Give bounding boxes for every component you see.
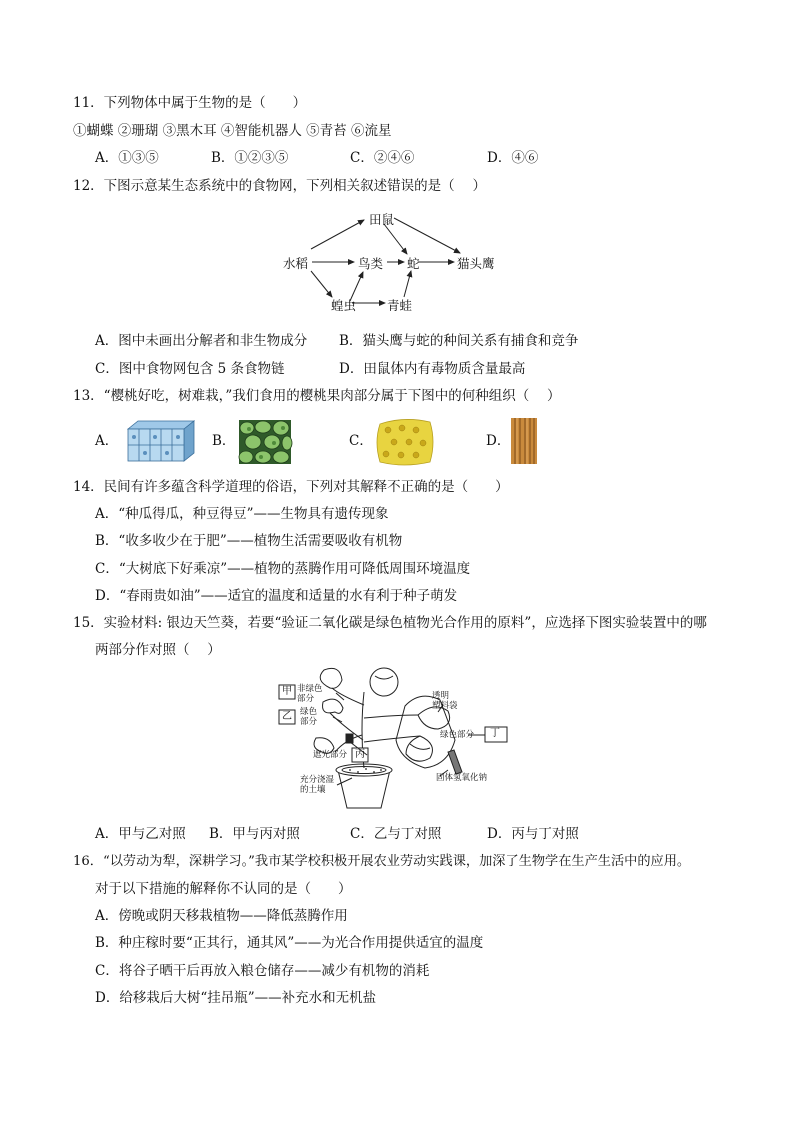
q16-option-c: C．将谷子晒干后再放入粮仓储存——减少有机物的消耗 — [95, 963, 430, 979]
q16-option-a: A．傍晚或阴天移栽植物——降低蒸腾作用 — [95, 908, 348, 924]
q15-stem-line1: 15．实验材料: 银边天竺葵，若要“验证二氧化碳是绿色植物光合作用的原料”，应选择下图实验装置中的哪 — [73, 615, 707, 631]
node-qingwa: 青蛙 — [387, 298, 413, 313]
q15-option-b: B．甲与丙对照 — [209, 826, 300, 842]
q14-option-a: A．“种瓜得瓜，种豆得豆”——生物具有遗传现象 — [95, 506, 389, 522]
q11-stem: 11．下列物体中属于生物的是（ ） — [73, 95, 307, 111]
q12-option-d: D．田鼠体内有毒物质含量最高 — [339, 361, 526, 377]
q12-stem: 12．下图示意某生态系统中的食物网，下列相关叙述错误的是（ ） — [73, 178, 486, 194]
label-bag: 透明 塑料袋 — [432, 691, 458, 711]
label-ding: 丁 — [490, 728, 500, 739]
q12-option-c: C．图中食物网包含 5 条食物链 — [95, 361, 285, 377]
label-bing: 丙 — [355, 749, 365, 760]
node-niaolei: 鸟类 — [358, 256, 384, 271]
q13-option-d: D． — [486, 433, 511, 449]
q14-option-b: B．“收多收少在于肥”——植物生活需要吸收有机物 — [95, 533, 403, 549]
q15-option-a: A．甲与乙对照 — [95, 826, 186, 842]
q16-stem-line2: 对于以下措施的解释你不认同的是（ ） — [95, 881, 352, 897]
label-nongreen: 非绿色 部分 — [297, 684, 323, 704]
q11-option-c: C．②④⑥ — [350, 150, 415, 166]
q14-option-d: D．“春雨贵如油”——适宜的温度和适量的水有利于种子萌发 — [95, 588, 458, 604]
node-she: 蛇 — [407, 256, 420, 271]
q14-option-c: C．“大树底下好乘凉”——植物的蒸腾作用可降低周围环境温度 — [95, 561, 471, 577]
q13-option-c: C． — [349, 433, 373, 449]
q15-options — [95, 825, 615, 843]
q15-stem-line2: 两部分作对照（ ） — [95, 642, 221, 658]
label-yi: 乙 — [282, 711, 292, 722]
node-huangchong: 蝗虫 — [331, 298, 357, 313]
label-shade: 遮光部分 — [313, 750, 348, 760]
node-tianshu: 田鼠 — [369, 212, 395, 227]
node-maotouying: 猫头鹰 — [457, 256, 495, 271]
node-shuidao: 水稻 — [283, 256, 309, 271]
label-jia: 甲 — [282, 686, 292, 697]
q14-stem: 14．民间有许多蕴含科学道理的俗语，下列对其解释不正确的是（ ） — [73, 479, 509, 495]
q12-option-a: A．图中未画出分解者和非生物成分 — [95, 333, 308, 349]
q16-option-b: B．种庄稼时要“正其行，通其风”——为光合作用提供适宜的温度 — [95, 935, 484, 951]
q15-option-c: C．乙与丁对照 — [350, 826, 442, 842]
q11-option-b: B．①②③⑤ — [211, 150, 289, 166]
q11-items: ①蝴蝶 ②珊瑚 ③黑木耳 ④智能机器人 ⑤青苔 ⑥流星 — [73, 123, 392, 139]
label-greenpart: 绿色部分 — [440, 730, 475, 740]
q11-option-d: D．④⑥ — [487, 150, 539, 166]
q13-option-a: A． — [95, 433, 119, 449]
label-green: 绿色 部分 — [300, 707, 318, 727]
q15-option-d: D．丙与丁对照 — [487, 826, 579, 842]
q12-option-b: B．猫头鹰与蛇的种间关系有捕食和竞争 — [339, 333, 579, 349]
q11-option-a: A．①③⑤ — [95, 150, 159, 166]
label-soil: 充分浇湿 的土壤 — [300, 775, 335, 795]
q13-stem: 13．“樱桃好吃，树难栽，”我们食用的樱桃果肉部分属于下图中的何种组织（ ） — [73, 388, 561, 404]
q16-stem-line1: 16．“以劳动为犁，深耕学习。”我市某学校积极开展农业劳动实践课，加深了生物学在生产生活中的应用。 — [73, 854, 691, 869]
q13-option-b: B． — [212, 433, 236, 449]
q16-option-d: D．给移栽后大树“挂吊瓶”——补充水和无机盐 — [95, 990, 377, 1006]
label-naoh: 固体氢氧化钠 — [436, 773, 488, 783]
